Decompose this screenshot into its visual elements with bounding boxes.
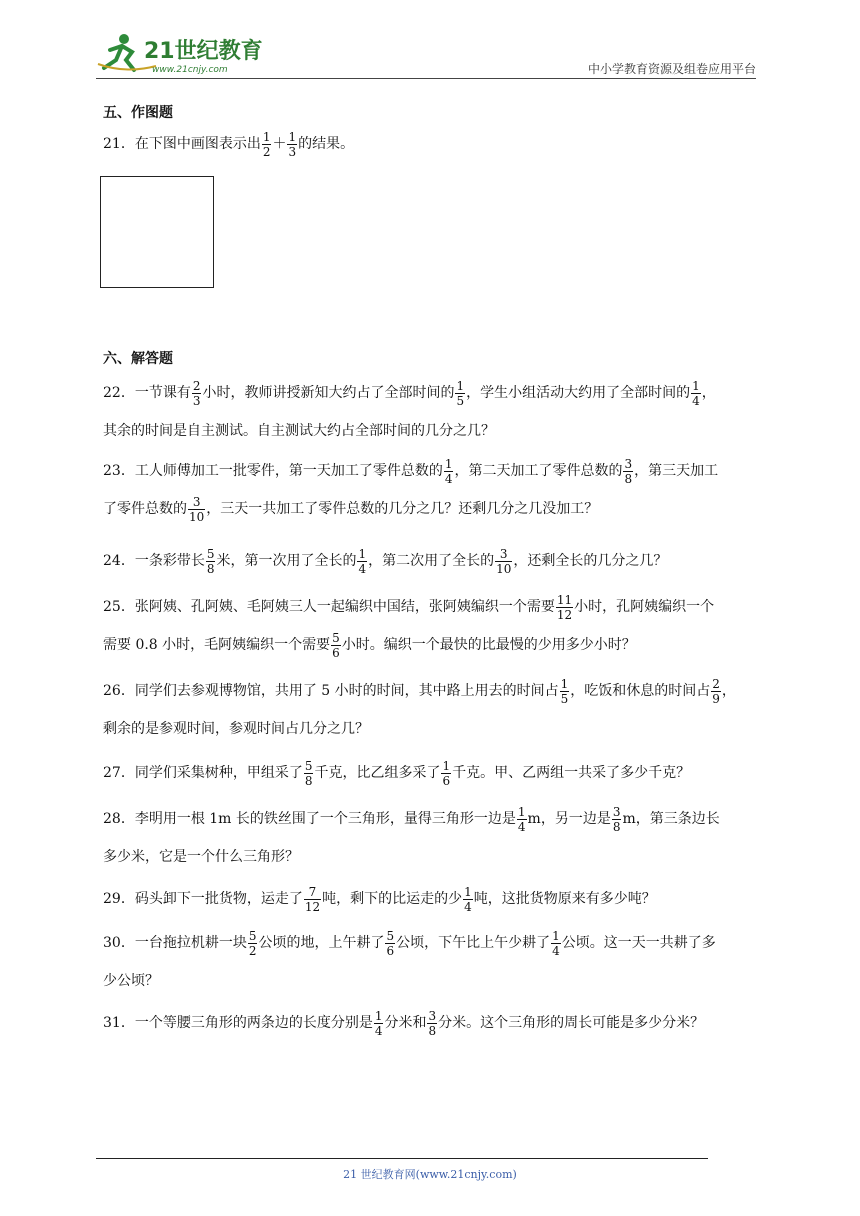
question-23: 23．工人师傅加工一批零件，第一天加工了零件总数的 $\frac{1}{4}$ ，第二天加工了零件总数的 $\frac{3}{8}$ ，第三天加工 了零件总数的 $\frac{3}{10}$ ，三天一共加工了零件总数的几分之几？还剩几分之几没加工？ [103,456,719,524]
fraction: $\frac{2}{9}$ [712,676,720,706]
fraction: $\frac{1}{4}$ [374,1008,383,1038]
header-right-text: 中小学教育资源及组卷应用平台 [587,62,756,76]
question-21: 21．在下图中画图表示出 $\frac{1}{2}$ ＋ $\frac{1}{3}$ 的结果。 [103,129,355,159]
fraction: $\frac{1}{2}$ [262,129,271,159]
fraction: $\frac{5}{6}$ [386,928,395,958]
logo [96,30,266,76]
fraction: $\frac{1}{5}$ [560,676,569,706]
header-divider [96,78,756,79]
fraction: $\frac{3}{10}$ [496,546,512,576]
fraction: $\frac{3}{8}$ [612,804,621,834]
fraction: $\frac{5}{8}$ [304,758,313,788]
section-title-answer: 六、解答题 [103,351,173,367]
fraction: $\frac{1}{4}$ [464,884,472,914]
drawing-square [100,176,214,288]
footer-divider [96,1158,708,1159]
fraction: $\frac{11}{12}$ [556,592,573,622]
footer-link[interactable]: 21 世纪教育网(www.21cnjy.com) [343,1168,517,1181]
question-25: 25．张阿姨、孔阿姨、毛阿姨三人一起编织中国结，张阿姨编织一个需要 $\frac{11}{12}$ 小时，孔阿姨编织一个 需要 0.8 小时，毛阿姨编织一个需要 $\frac{5}{6}$ 小时。编织一个最快的比最慢的少用多少小时？ [103,592,715,660]
fraction: $\frac{3}{10}$ [189,494,205,524]
fraction: $\frac{1}{4}$ [358,546,367,576]
logo-text: 21世纪教育 [144,39,263,64]
fraction: $\frac{5}{2}$ [248,928,257,958]
question-29: 29．码头卸下一批货物，运走了 $\frac{7}{12}$ 吨，剩下的比运走的少 $\frac{1}{4}$ 吨，这批货物原来有多少吨？ [103,884,656,914]
fraction: $\frac{3}{8}$ [428,1008,437,1038]
fraction: $\frac{1}{5}$ [456,378,465,408]
fraction: $\frac{1}{3}$ [288,129,297,159]
question-28: 28．李明用一根 1m 长的铁丝围了一个三角形，量得三角形一边是 $\frac{1}{4}$ m，另一边是 $\frac{3}{8}$ m，第三条边长 多少米，它是一个什么三角形？ [103,804,720,865]
fraction: $\frac{2}{3}$ [192,378,201,408]
fraction: $\frac{1}{4}$ [552,928,560,958]
question-30: 30．一台拖拉机耕一块 $\frac{5}{2}$ 公顷的地，上午耕了 $\frac{5}{6}$ 公顷，下午比上午少耕了 $\frac{1}{4}$ 公顷。这一天一共耕了多 少公顷？ [103,928,716,989]
question-26: 26．同学们去参观博物馆，共用了 5 小时的时间，其中路上用去的时间占 $\frac{1}{5}$ ，吃饭和休息的时间占 $\frac{2}{9}$ ， 剩余的是参观时间，参观时间占几分之几？ [103,676,736,737]
section-title-draw: 五、作图题 [103,105,173,121]
fraction: $\frac{1}{4}$ [517,804,526,834]
fraction: $\frac{1}{6}$ [442,758,451,788]
fraction: $\frac{5}{6}$ [332,630,340,660]
question-22: 22．一节课有 $\frac{2}{3}$ 小时，教师讲授新知大约占了全部时间的 $\frac{1}{5}$ ，学生小组活动大约用了全部时间的 $\frac{1}{4}$ ， 其余的时间是自主测试。自主测试大约占全部时间的几分之几？ [103,378,716,439]
logo-url: www.21cnjy.com [152,65,228,75]
page-header [96,30,756,78]
question-27: 27．同学们采集树种，甲组采了 $\frac{5}{8}$ 千克，比乙组多采了 $\frac{1}{6}$ 千克。甲、乙两组一共采了多少千克？ [103,758,691,788]
fraction: $\frac{7}{12}$ [304,884,321,914]
fraction: $\frac{1}{4}$ [444,456,453,486]
question-31: 31．一个等腰三角形的两条边的长度分别是 $\frac{1}{4}$ 分米和 $\frac{3}{8}$ 分米。这个三角形的周长可能是多少分米？ [103,1008,705,1038]
fraction: $\frac{3}{8}$ [624,456,633,486]
fraction: $\frac{1}{4}$ [692,378,700,408]
question-24: 24．一条彩带长 $\frac{5}{8}$ 米，第一次用了全长的 $\frac{1}{4}$ ，第二次用了全长的 $\frac{3}{10}$ ，还剩全长的几分之几？ [103,546,668,576]
fraction: $\frac{5}{8}$ [206,546,215,576]
